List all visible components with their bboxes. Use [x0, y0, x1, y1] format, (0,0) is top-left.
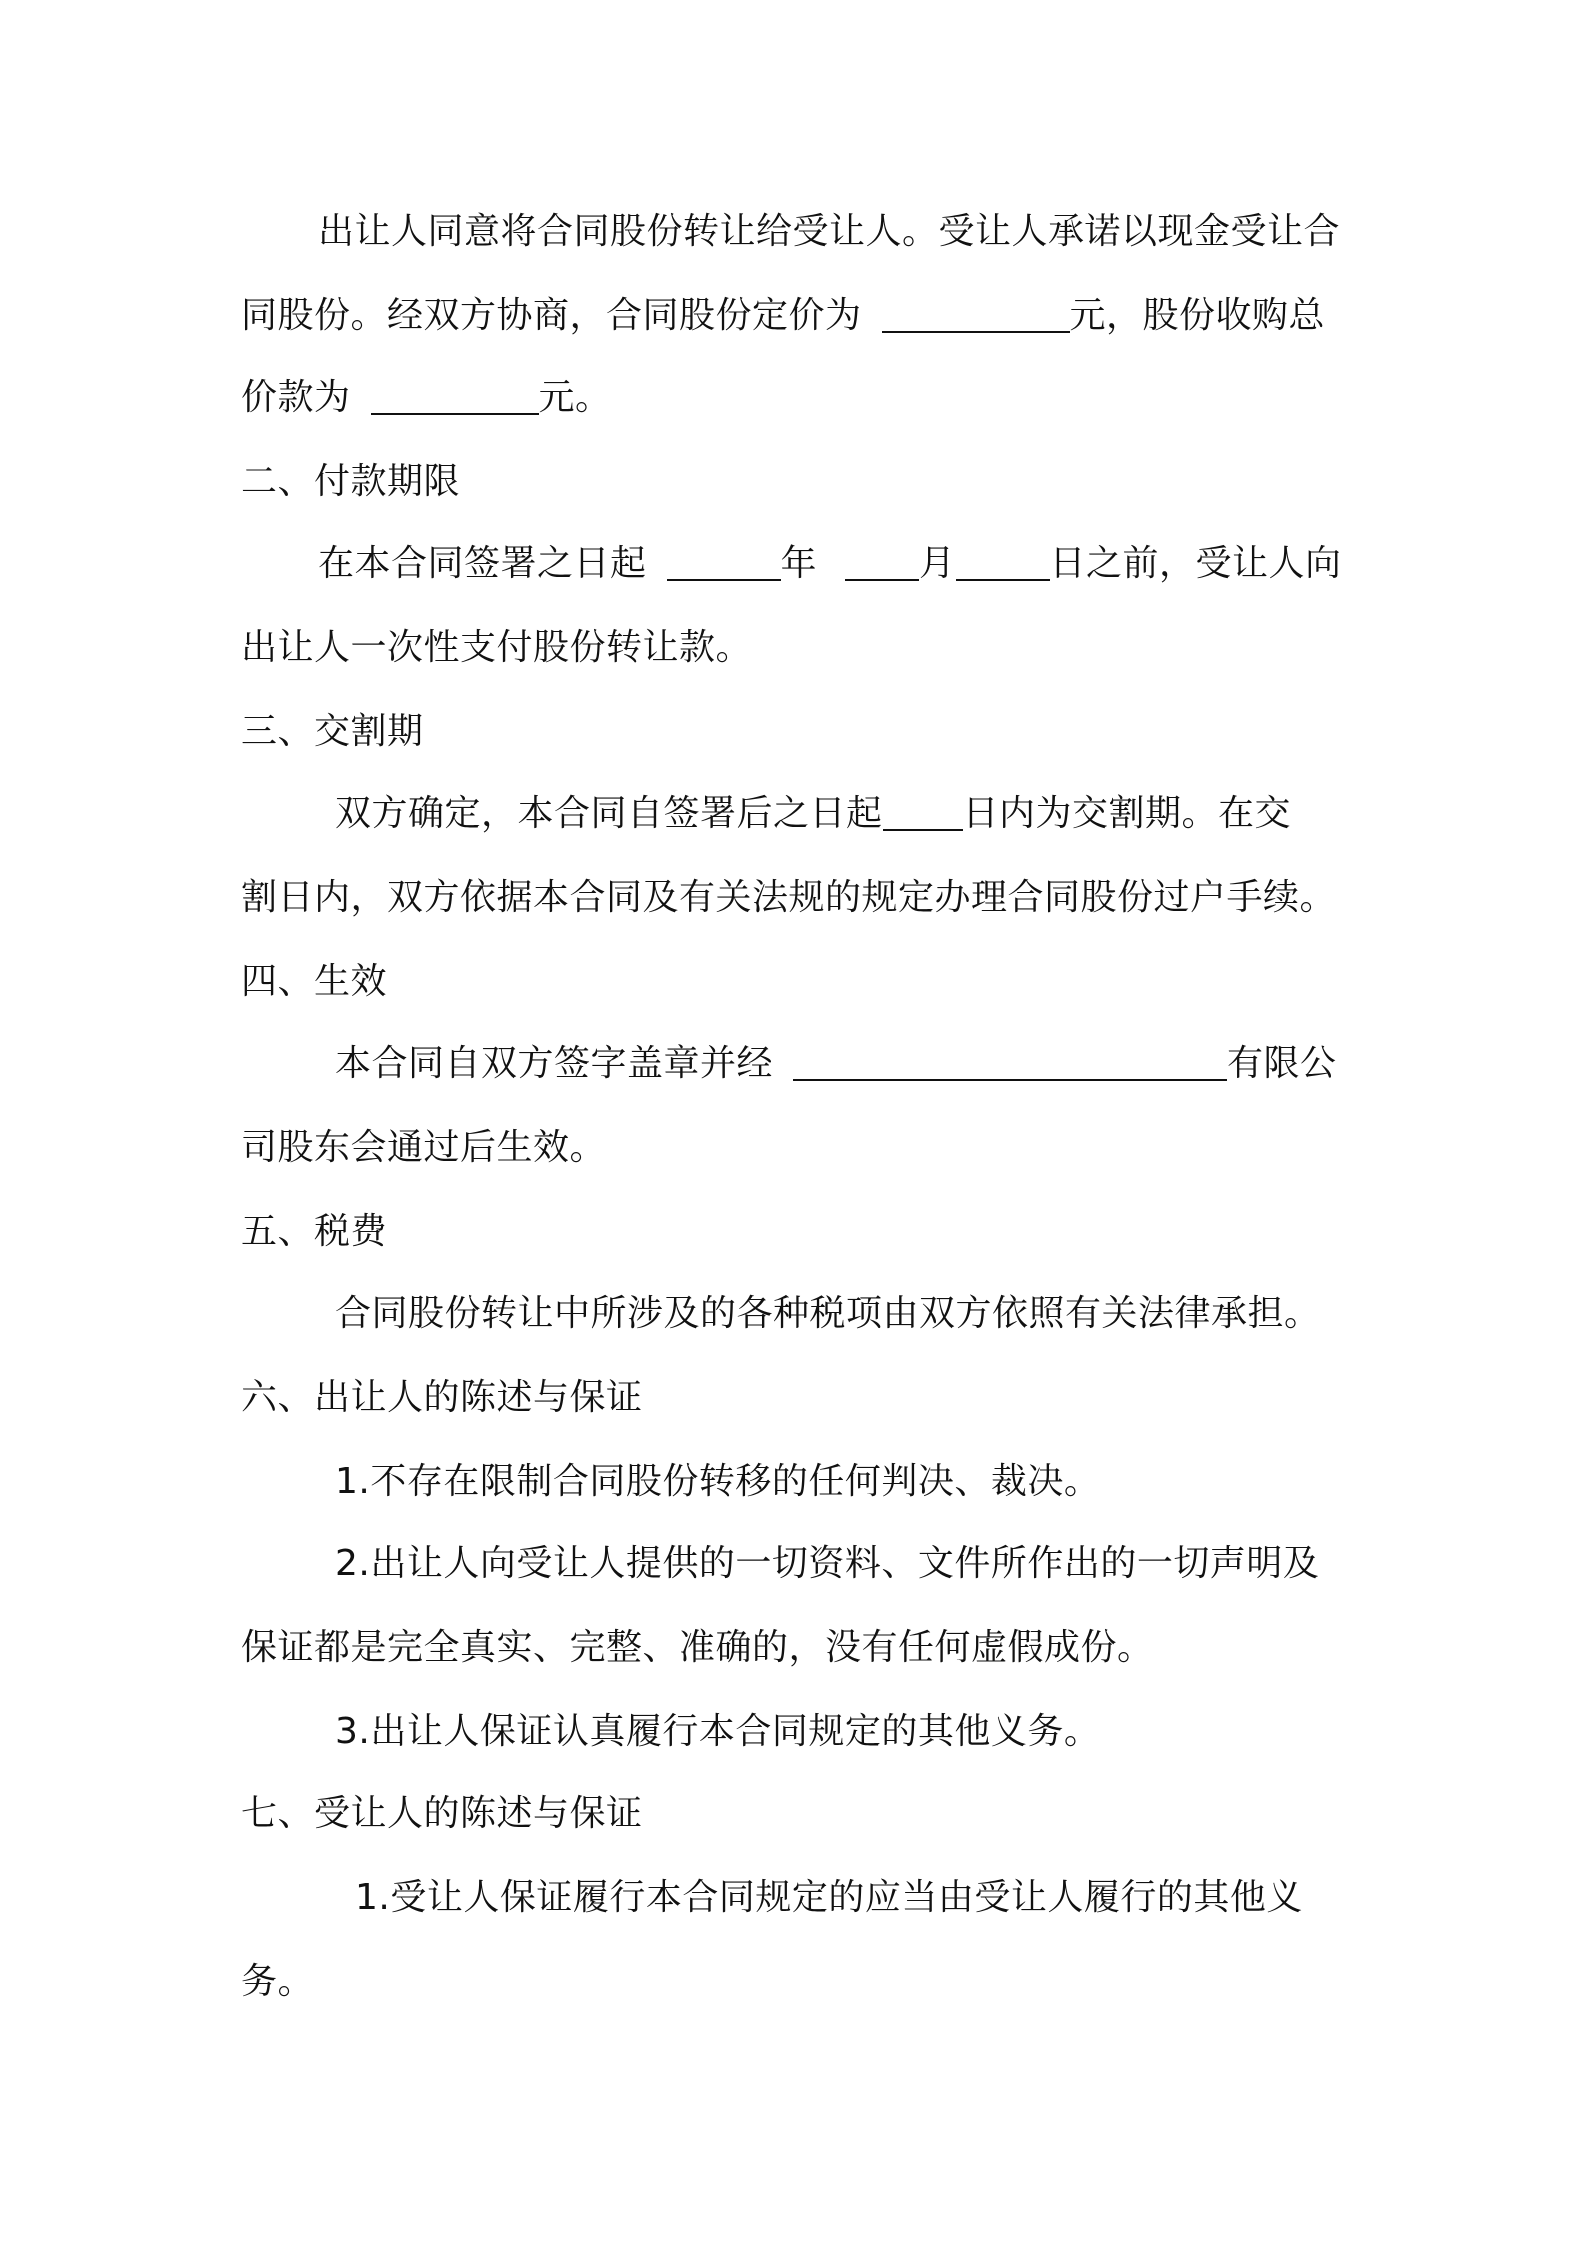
clause1-line2-text-a: 同股份。经双方协商，合同股份定价为: [241, 295, 862, 336]
section3-heading: 三、交割期: [241, 711, 424, 752]
section2-heading: 二、付款期限: [241, 461, 461, 502]
section3-line1: [335, 788, 1291, 840]
clause1-line3-text-a: 价款为: [241, 377, 351, 418]
section3-line1-text-a: 双方确定，本合同自签署后之日起: [335, 793, 883, 834]
section6-item3: 3.出让人保证认真履行本合同规定的其他义务。: [335, 1711, 1101, 1752]
section3-line1-text-b: 日内为交割期。在交: [962, 793, 1292, 834]
year-label: 年: [780, 543, 818, 584]
clause1-line2: [241, 290, 1325, 342]
year-blank[interactable]: [667, 543, 781, 581]
section5-line1: 合同股份转让中所涉及的各种税项由双方依照有关法律承担。: [335, 1293, 1321, 1334]
company-name-blank[interactable]: [793, 1043, 1227, 1081]
section2-line1-text-b: 日之前，受让人向: [1049, 543, 1342, 584]
section6-item1: 1.不存在限制合同股份转移的任何判决、裁决。: [335, 1461, 1101, 1502]
section5-heading: 五、税费: [241, 1211, 388, 1252]
clause1-line2-text-b: 元，股份收购总: [1069, 295, 1326, 336]
month-blank[interactable]: [845, 543, 919, 581]
section2-line2: 出让人一次性支付股份转让款。: [241, 627, 753, 668]
section3-line2: 割日内，双方依据本合同及有关法规的规定办理合同股份过户手续。: [241, 877, 1337, 918]
section4-heading: 四、生效: [241, 961, 388, 1002]
clause1-line3: [241, 372, 612, 424]
section7-item1-line2: 务。: [241, 1961, 315, 2002]
section2-line1-text-a: 在本合同签署之日起: [318, 543, 647, 584]
section4-line1-text-b: 有限公: [1227, 1043, 1337, 1084]
section6-item2-line2: 保证都是完全真实、完整、准确的，没有任何虚假成份。: [241, 1627, 1154, 1668]
section4-line1: [335, 1038, 1337, 1090]
price-blank[interactable]: [882, 295, 1070, 333]
clause1-line1: 出让人同意将合同股份转让给受让人。受让人承诺以现金受让合: [318, 211, 1341, 252]
days-blank[interactable]: [883, 793, 963, 831]
section4-line1-text-a: 本合同自双方签字盖章并经: [335, 1043, 774, 1084]
clause1-line3-text-b: 元。: [538, 377, 612, 418]
total-price-blank[interactable]: [371, 377, 539, 415]
section7-heading: 七、受让人的陈述与保证: [241, 1793, 643, 1834]
month-label: 月: [919, 543, 956, 584]
section6-item2-line1: 2.出让人向受让人提供的一切资料、文件所作出的一切声明及: [335, 1543, 1320, 1584]
section2-line1: [318, 538, 1342, 590]
section7-item1-line1: 1.受让人保证履行本合同规定的应当由受让人履行的其他义: [355, 1877, 1303, 1918]
section4-line2: 司股东会通过后生效。: [241, 1127, 607, 1168]
day-blank[interactable]: [956, 543, 1050, 581]
section6-heading: 六、出让人的陈述与保证: [241, 1377, 643, 1418]
